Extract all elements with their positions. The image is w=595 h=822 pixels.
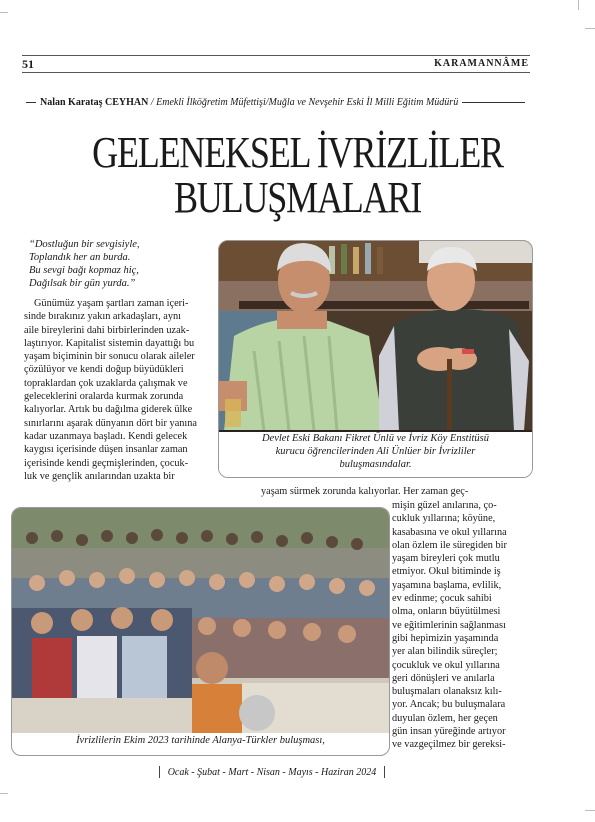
photo-group-gathering [12,508,389,733]
body-line: kadar uzanmaya başladı. Kendi gelecek [24,430,188,442]
body-line: kaygısı içerisinde düşen insanlar zaman [24,444,188,456]
body-line: sınırlarını aşarak dünyanın dört bir yanına [24,417,197,429]
footer-bar-right [384,766,385,778]
crop-mark [578,0,579,10]
article-title-line-2: BULUŞMALARI [173,173,422,222]
body-line: yer alan bilindik süreçler; [392,646,498,658]
body-line: olan özlem ile süregiden bir [392,539,507,551]
body-line: ev edinme; çocuk sahibi [392,593,492,605]
caption-line: buluşmasındalar. [339,459,412,470]
page-number: 51 [22,57,34,71]
body-line: duyulan özlem, her geçen [392,712,498,724]
body-line: gibi hepimizin yaşamında [392,632,499,644]
photo-top [218,240,533,478]
body-line: etmiyor. Okul bitiminde iş [392,566,501,578]
caption-line: kurucu öğrencilerinden Ali Ünlüer bir İvrizliler [275,446,476,457]
body-line: buluşmaları olanaksız kılı- [392,686,502,698]
magazine-name: KARAMANNÂME [434,58,529,69]
body-line: yaşam biçiminin bir sonucu olarak aileler [24,351,195,363]
author-separator: / [148,97,157,108]
photo-bottom [11,507,390,756]
body-line: sinde bırakınız yakın arkadaşları, aynı [24,311,181,323]
author-rule-left [26,102,36,103]
body-column-left [24,297,209,483]
body-line: Günümüz yaşam şartları zaman içeri- [34,298,189,309]
crop-mark [585,28,595,29]
body-line: yaşam sürmek zorunda kalıyorlar. Her zaman geç- [261,486,469,497]
body-line: yor. Ancak; bu buluşmalara [392,699,506,711]
body-line: yaşam bireyleri çok mutlu [392,553,500,565]
crop-mark [585,810,595,811]
poem-line: Dağılsak bir gün yurda.” [29,278,136,289]
header-rule-bottom [22,72,530,73]
footer-bar-left [159,766,160,778]
body-line: içerisinde kendi geçmişlerinden, çocuk- [24,457,189,469]
body-line: kasabasına ve okul yıllarına [392,526,507,538]
body-line: olma, onların büyütülmesi [392,606,501,618]
author-line [22,97,529,108]
body-line: ve eğitimlerinin sağlanması [392,619,506,631]
body-line: geri dönüşleri ve anılarla [392,672,495,684]
body-line: luk ve gençlik anılarından uzakta bir [24,470,175,482]
body-line-continuation [261,485,531,498]
poem-line: Bu sevgi bağı kopmaz hiç, [29,265,139,276]
body-line: aile bireylerini dahi birbirlerinden uzak- [24,324,190,336]
body-line: çözülüyor ve kendi doğup büyüdükleri [24,364,184,376]
body-line: kalıyorlar. Artık bu dağılma giderek ülke [24,404,193,416]
footer-issue-dates: Ocak - Şubat - Mart - Nisan - Mayıs - Haziran 2024 [167,766,377,778]
author-rule-right [462,102,525,103]
photo-top-caption [219,432,532,471]
body-line: topraklardan çok uzaklarda çalışmak ve [24,377,188,389]
body-line: mişin güzel anılarına, ço- [392,500,497,511]
body-line: gün insan yüreğinde artıyor [392,726,506,738]
author-name: Nalan Karataş CEYHAN [40,97,149,108]
footer [131,766,413,778]
body-line: yaşamına başlama, evlilik, [392,579,502,591]
crop-mark [0,793,8,794]
body-column-right [392,499,531,752]
author-description: Emekli İlköğretim Müfettişi/Muğla ve Nevşehir Eski İl Milli Eğitim Müdürü [156,97,459,108]
body-line: çocukluk ve okul yıllarına [392,659,500,671]
poem-line: “Dostluğun bir sevgisiyle, [29,239,140,250]
body-line: ve vazgeçilmez bir gereksi- [392,739,506,751]
header-rule-top [22,55,530,56]
photo-bottom-caption: İvrizlilerin Ekim 2023 tarihinde Alanya-Türkler buluşması, [76,735,325,746]
caption-line: Devlet Eski Bakanı Fikret Ünlü ve İvriz Köy Enstitüsü [261,433,490,444]
body-line: laştırıyor. Kapitalist sistemin dayattığı bu [24,337,195,349]
body-line: cukluk yıllarına; köyüne, [392,513,496,525]
poem-line: Toplandık her an burda. [29,252,131,263]
crop-mark [0,12,8,13]
epigraph-poem [29,238,209,290]
article-title-line-1: GELENEKSEL İVRİZLİLER [92,128,503,177]
body-line: geleceklerini oralarda kurmak zorunda [24,391,184,403]
